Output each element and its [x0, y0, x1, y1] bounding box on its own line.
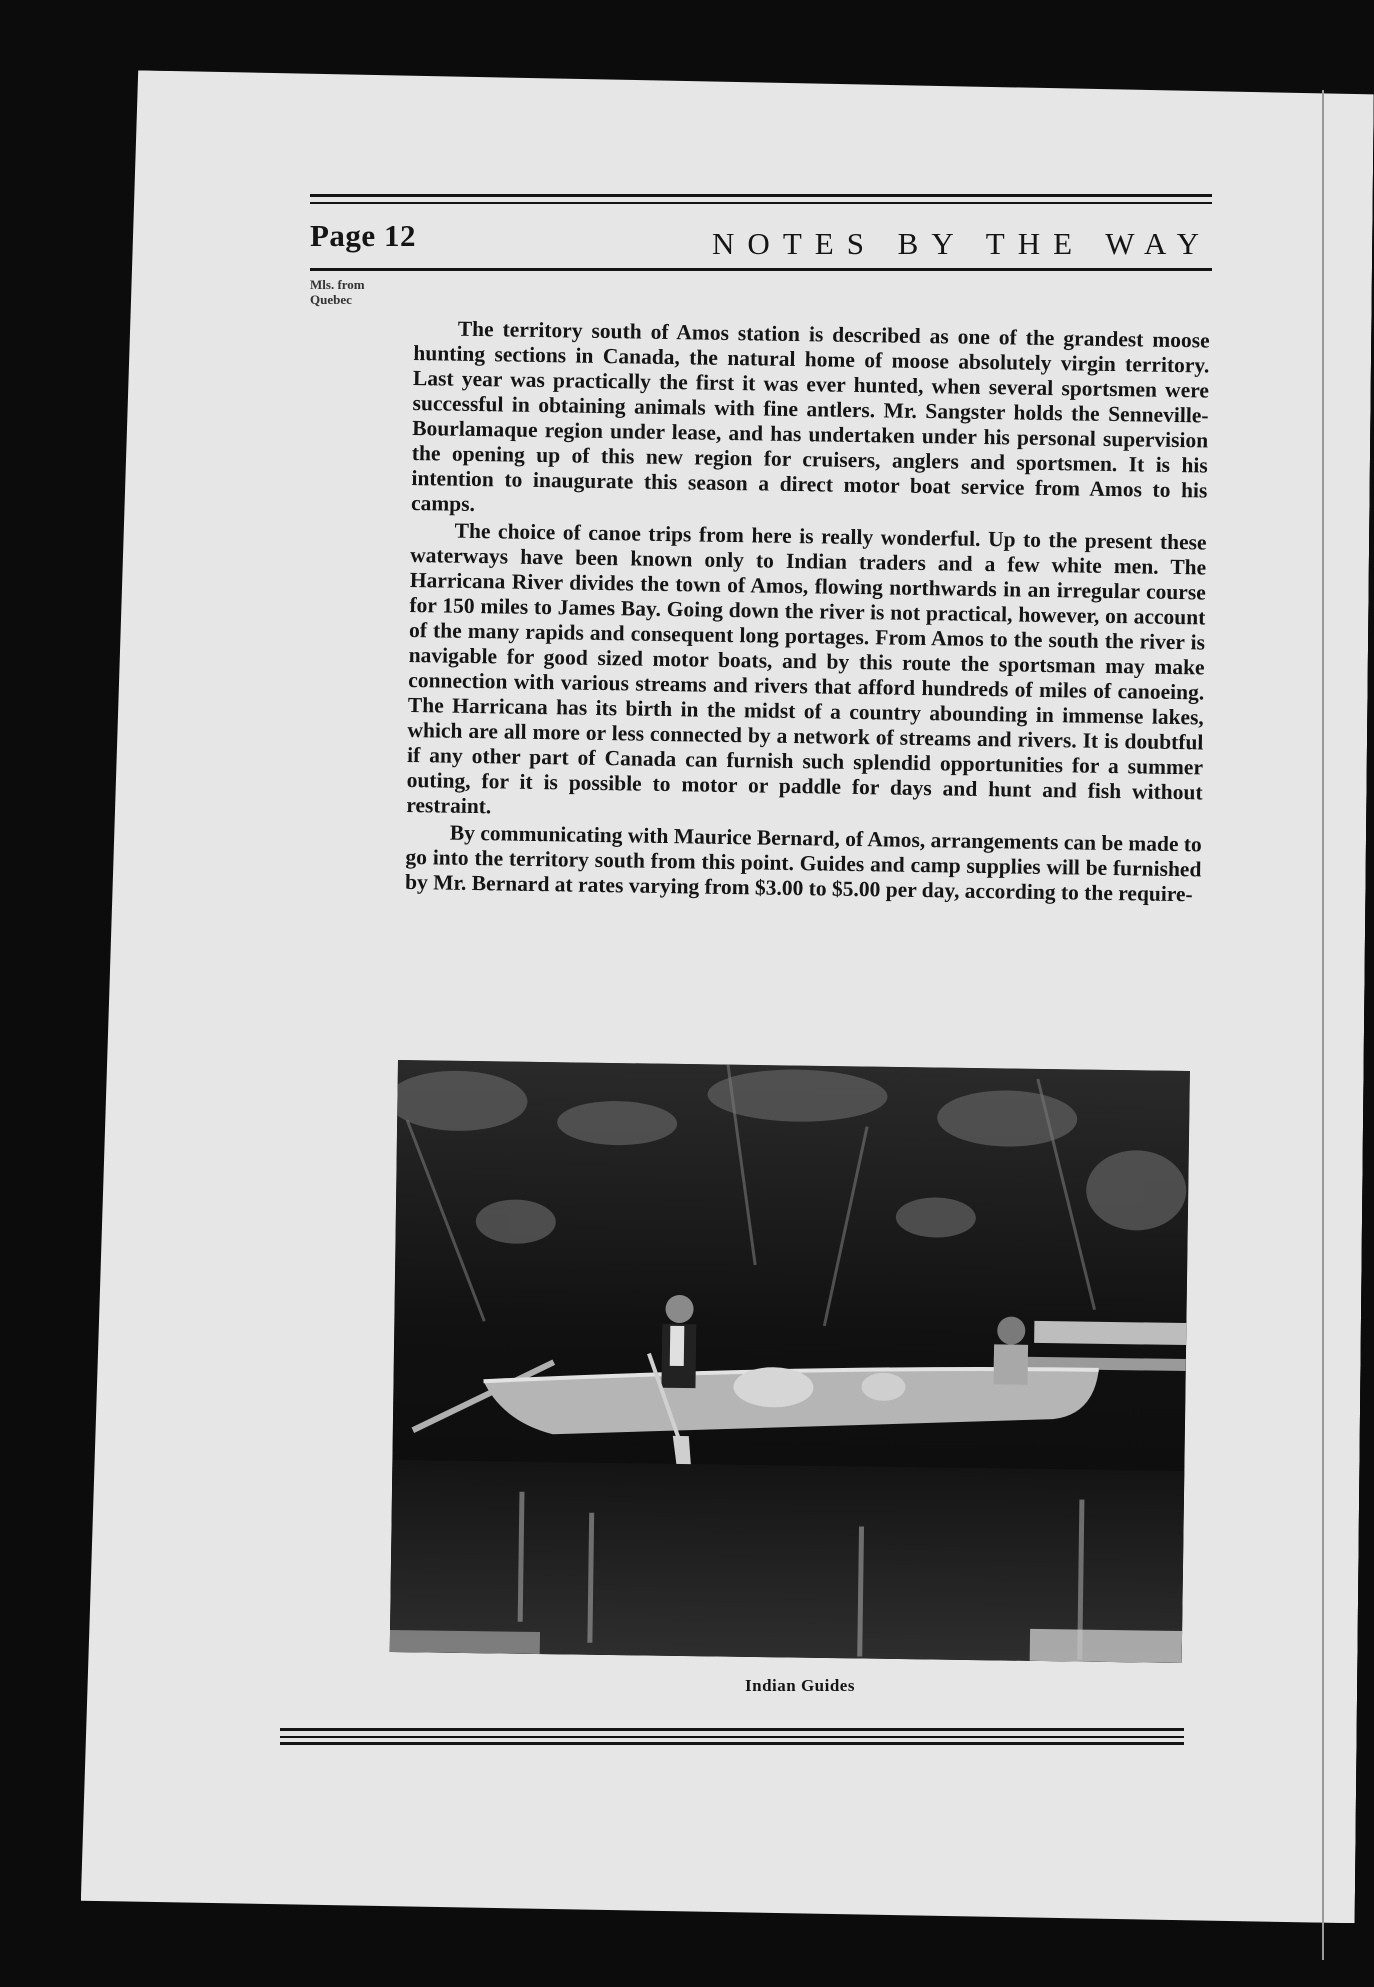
paragraph: The choice of canoe trips from here is really wonderful. Up to the present these waterways have been known only to Indian traders and a few white men. The Harricana River divides the town of Amos, flowing northwards in an irregular course for 150 miles to James Bay. Going down the river is not practical, however, on account of the many rapids and consequent long portages. From Amos to the south the river is navigable for good sized motor boats, and by this route the sportsman may make connection with various streams and rivers that afford hundreds of miles of canoeing. The Harricana has its birth in the midst of a country abounding in immense lakes, which are all more or less connected by a network of streams and rivers. It is doubtful if any other part of Canada can furnish such splendid opportunities for a summer outing, for it is possible to motor or paddle for days and hunt and fish without restraint. [406, 518, 1207, 819]
margin-note-line: Quebec [310, 292, 352, 307]
paragraph: By communicating with Maurice Bernard, of Amos, arrangements can be made to go into the territory south from this point. Guides and camp supplies will be furnished by Mr. Bernard at rates varying from $3.00 to $5.00 per day, according to the require- [404, 820, 1202, 907]
canoe-photo-image [390, 1060, 1190, 1663]
running-title: NOTES BY THE WAY [712, 226, 1212, 261]
footer-rule-top [280, 1728, 1184, 1731]
margin-note-line: Mls. from [310, 277, 365, 292]
paragraph: The territory south of Amos station is described as one of the grandest moose hunting sections in Canada, the natural home of moose absolutely virgin territory. Last year was practically the first it was ever hunted, when several sportsmen were successful in obtaining animals with fine antlers. Mr. Sangster holds the Senneville-Bourlamaque region under lease, and has undertaken under his personal supervision the opening up of this new region for cruisers, anglers and sportsmen. It is his intention to inaugurate this season a direct motor boat service from Amos to his camps. [410, 316, 1210, 516]
header-rule-top [310, 194, 1212, 197]
header-rule-top-thin [310, 202, 1212, 204]
header-rule-bottom [310, 268, 1212, 271]
footer-rule-middle [280, 1736, 1184, 1738]
margin-note [310, 277, 420, 307]
page-number: Page 12 [310, 218, 416, 253]
canoe-photograph [390, 1060, 1190, 1663]
facing-page-edge [1322, 90, 1324, 1960]
article-body [405, 316, 1210, 907]
photo-caption: Indian Guides [745, 1676, 855, 1695]
footer-rule-bottom [280, 1742, 1184, 1745]
